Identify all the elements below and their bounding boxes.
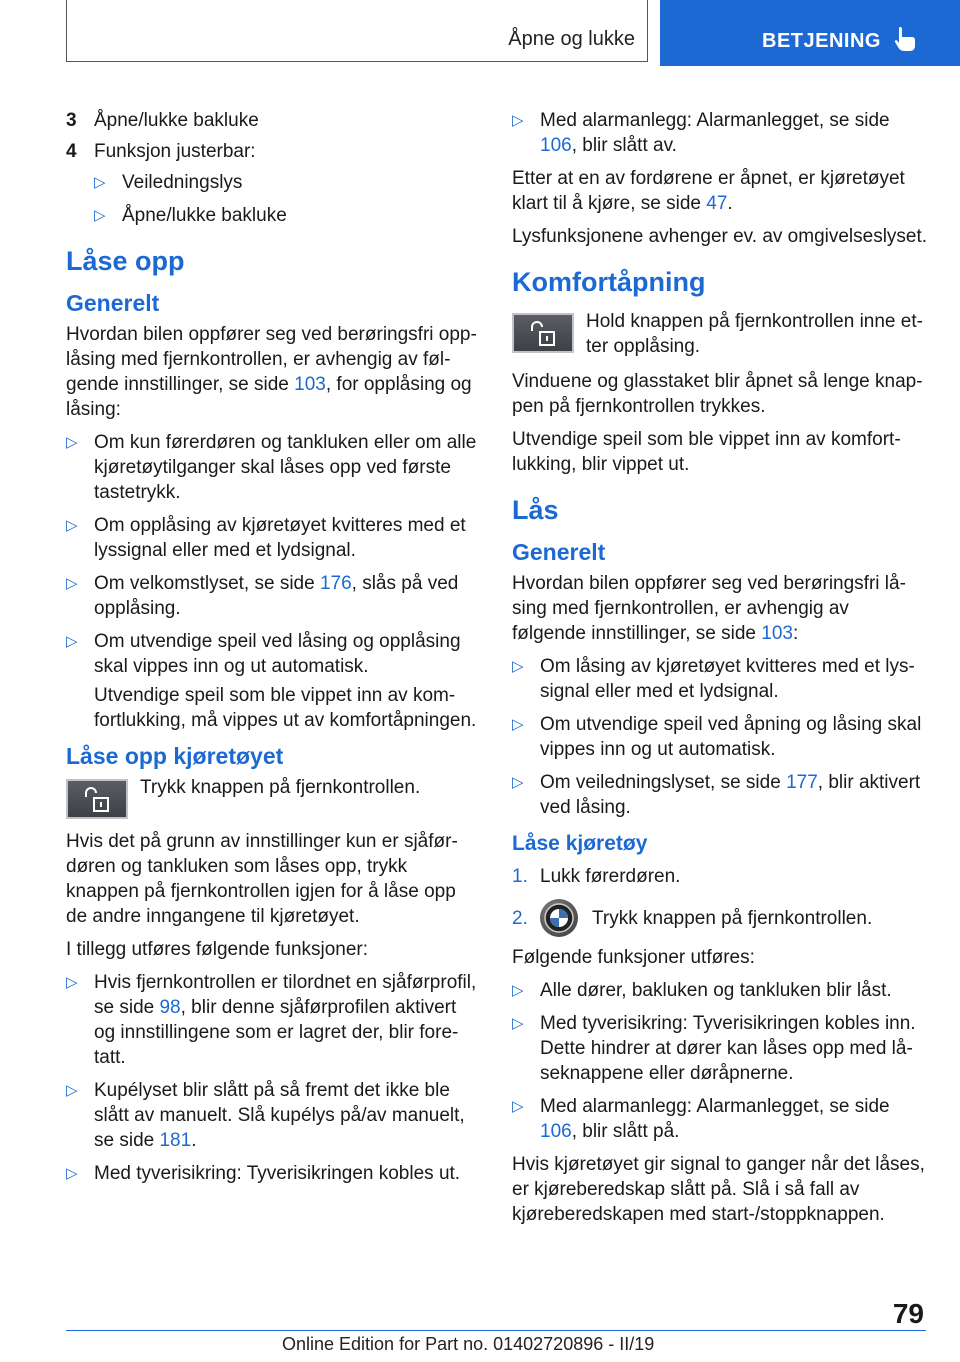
bullet-item: ▷ Med alarmanlegg: Alarmanlegget, se side 106, blir slått på. bbox=[512, 1096, 890, 1142]
heading-generelt: Generelt bbox=[512, 539, 606, 565]
triangle-bullet-icon: ▷ bbox=[66, 575, 78, 592]
page-link[interactable]: 176 bbox=[319, 573, 352, 594]
bullet-item: ▷ Hvis fjernkontrollen er tilordnet en sjåførprofil, se side 98, blir denne sjåførprofilen aktivert og innstillingene som er lagret der, blir foretatt. bbox=[66, 972, 477, 1068]
header-section-title: Åpne og lukke bbox=[508, 28, 635, 50]
bullet-item: ▷ Med tyverisikring: Tyverisikringen kobles inn. Dette hindrer at dører kan låses opp med låseknappene eller døråpnerne. bbox=[512, 1013, 916, 1084]
heading-generelt: Generelt bbox=[66, 290, 160, 316]
paragraph: Etter at en av fordørene er åpnet, er kjøretøyet klart til å kjøre, se side 47. bbox=[512, 168, 905, 214]
heading-komfortapning: Komfortåpning bbox=[512, 267, 706, 297]
paragraph: Hvis det på grunn av innstillinger kun er sjåførdøren og tankluken som låses opp, trykk knappen på fjernkontrollen igjen for å låse opp de andre inngangene til kjøretøyet. bbox=[66, 831, 458, 927]
heading-lase-opp-kjoretoyet: Låse opp kjøretøyet bbox=[66, 743, 284, 769]
bullet-item: ▷ Om velkomstlyset, se side 176, slås på ved opplåsing. bbox=[66, 573, 459, 619]
triangle-bullet-icon: ▷ bbox=[94, 174, 106, 191]
paragraph: Vinduene og glasstaket blir åpnet så lenge knappen på fjernkontrollen trykkes. bbox=[512, 371, 923, 417]
paragraph: Utvendige speil som ble vippet inn av komfortlukking, blir vippet ut. bbox=[512, 429, 901, 475]
page-link[interactable]: 106 bbox=[540, 1121, 572, 1142]
page-link[interactable]: 47 bbox=[706, 193, 728, 214]
triangle-bullet-icon: ▷ bbox=[66, 1082, 78, 1099]
unlock-key-icon bbox=[66, 779, 128, 819]
key-instruction: Trykk knappen på fjernkontrollen. bbox=[66, 775, 478, 819]
page-link[interactable]: 103 bbox=[294, 374, 326, 395]
bullet-item: ▷ Om utvendige speil ved låsing og opplåsing skal vippes inn og ut automatisk. bbox=[66, 631, 461, 677]
footer-edition: Online Edition for Part no. 01402720896 - II/19 bbox=[282, 1334, 655, 1354]
brand-logo-key-icon bbox=[540, 899, 578, 937]
step-item: 2. Trykk knappen på fjernkontrollen. bbox=[512, 899, 928, 937]
page-link[interactable]: 106 bbox=[540, 135, 572, 156]
header-chapter-tab[interactable] bbox=[660, 0, 960, 66]
sub-bullet: ▷ Veiledningslys bbox=[94, 172, 243, 193]
triangle-bullet-icon: ▷ bbox=[512, 658, 524, 675]
pointing-hand-icon bbox=[894, 26, 918, 52]
list-item: 4 Funksjon justerbar: bbox=[66, 141, 256, 162]
page-link[interactable]: 181 bbox=[159, 1130, 192, 1151]
list-item: 3 Åpne/lukke bakluke bbox=[66, 110, 259, 131]
unlock-key-icon bbox=[512, 313, 574, 353]
sub-bullet: ▷ Åpne/lukke bakluke bbox=[94, 205, 287, 226]
key-instruction: Hold knappen på fjernkontrollen inne etter opplåsing. bbox=[512, 309, 928, 359]
triangle-bullet-icon: ▷ bbox=[512, 716, 524, 733]
triangle-bullet-icon: ▷ bbox=[66, 517, 78, 534]
paragraph: Hvis kjøretøyet gir signal to ganger når det låses, er kjøreberedskap slått på. Slå i så fall av kjøreberedskapen med start-/stoppknappen. bbox=[512, 1154, 925, 1225]
footer-divider bbox=[66, 1330, 926, 1331]
bullet-item: ▷ Med alarmanlegg: Alarmanlegget, se side 106, blir slått av. bbox=[512, 110, 890, 156]
triangle-bullet-icon: ▷ bbox=[512, 112, 524, 129]
bullet-item: ▷ Kupélyset blir slått på så fremt det ikke ble slått av manuelt. Slå kupélys på/av manuelt, se side 181. bbox=[66, 1080, 465, 1151]
bullet-item: ▷ Om utvendige speil ved åpning og låsing skal vippes inn og ut automatisk. bbox=[512, 714, 922, 760]
bullet-continuation: Utvendige speil som ble vippet inn av komfortlukking, må vippes ut av komfortåpningen. bbox=[94, 685, 477, 731]
page-number: 79 bbox=[892, 1298, 924, 1329]
paragraph: Lysfunksjonene avhenger ev. av omgivelseslyset. bbox=[512, 226, 928, 247]
triangle-bullet-icon: ▷ bbox=[66, 434, 78, 451]
triangle-bullet-icon: ▷ bbox=[94, 207, 106, 224]
triangle-bullet-icon: ▷ bbox=[512, 982, 524, 999]
page-link[interactable]: 177 bbox=[786, 772, 818, 793]
header-section-box bbox=[66, 0, 648, 62]
bullet-item: ▷ Om låsing av kjøretøyet kvitteres med et lyssignal eller med et lydsignal. bbox=[512, 656, 915, 702]
heading-lase-kjoretoy: Låse kjøretøy bbox=[512, 832, 648, 855]
header-chapter-label: BETJENING bbox=[762, 30, 881, 52]
triangle-bullet-icon: ▷ bbox=[512, 774, 524, 791]
paragraph: I tillegg utføres følgende funksjoner: bbox=[66, 939, 369, 960]
triangle-bullet-icon: ▷ bbox=[66, 1165, 78, 1182]
right-column bbox=[512, 108, 928, 1235]
bullet-item: ▷ Om veiledningslyset, se side 177, blir aktivert ved låsing. bbox=[512, 772, 921, 818]
step-item: 1. Lukk førerdøren. bbox=[512, 866, 681, 887]
bullet-item: ▷ Alle dører, bakluken og tankluken blir låst. bbox=[512, 980, 892, 1001]
bullet-item: ▷ Om opplåsing av kjøretøyet kvitteres med et lyssignal eller med et lydsignal. bbox=[66, 515, 466, 561]
bullet-item: ▷ Med tyverisikring: Tyverisikringen kobles ut. bbox=[66, 1163, 461, 1184]
paragraph: Hvordan bilen oppfører seg ved berøringsfri låsing med fjernkontrollen, er avhengig av følgende innstillinger, se side 103: bbox=[512, 573, 906, 644]
page-link[interactable]: 103 bbox=[761, 623, 793, 644]
heading-las: Lås bbox=[512, 495, 559, 525]
heading-lase-opp: Låse opp bbox=[66, 246, 185, 276]
page-link[interactable]: 98 bbox=[159, 997, 181, 1018]
triangle-bullet-icon: ▷ bbox=[512, 1098, 524, 1115]
triangle-bullet-icon: ▷ bbox=[512, 1015, 524, 1032]
bullet-item: ▷ Om kun førerdøren og tankluken eller om alle kjøretøytilganger skal låses opp ved første tastetrykk. bbox=[66, 432, 477, 503]
paragraph: Følgende funksjoner utføres: bbox=[512, 947, 755, 968]
triangle-bullet-icon: ▷ bbox=[66, 633, 78, 650]
paragraph: Hvordan bilen oppfører seg ved berøringsfri opplåsing med fjernkontrollen, er avhengig av følgende innstillinger, se side 103, for opplåsing og låsing: bbox=[66, 324, 477, 420]
triangle-bullet-icon: ▷ bbox=[66, 974, 78, 991]
left-column bbox=[66, 108, 478, 1194]
